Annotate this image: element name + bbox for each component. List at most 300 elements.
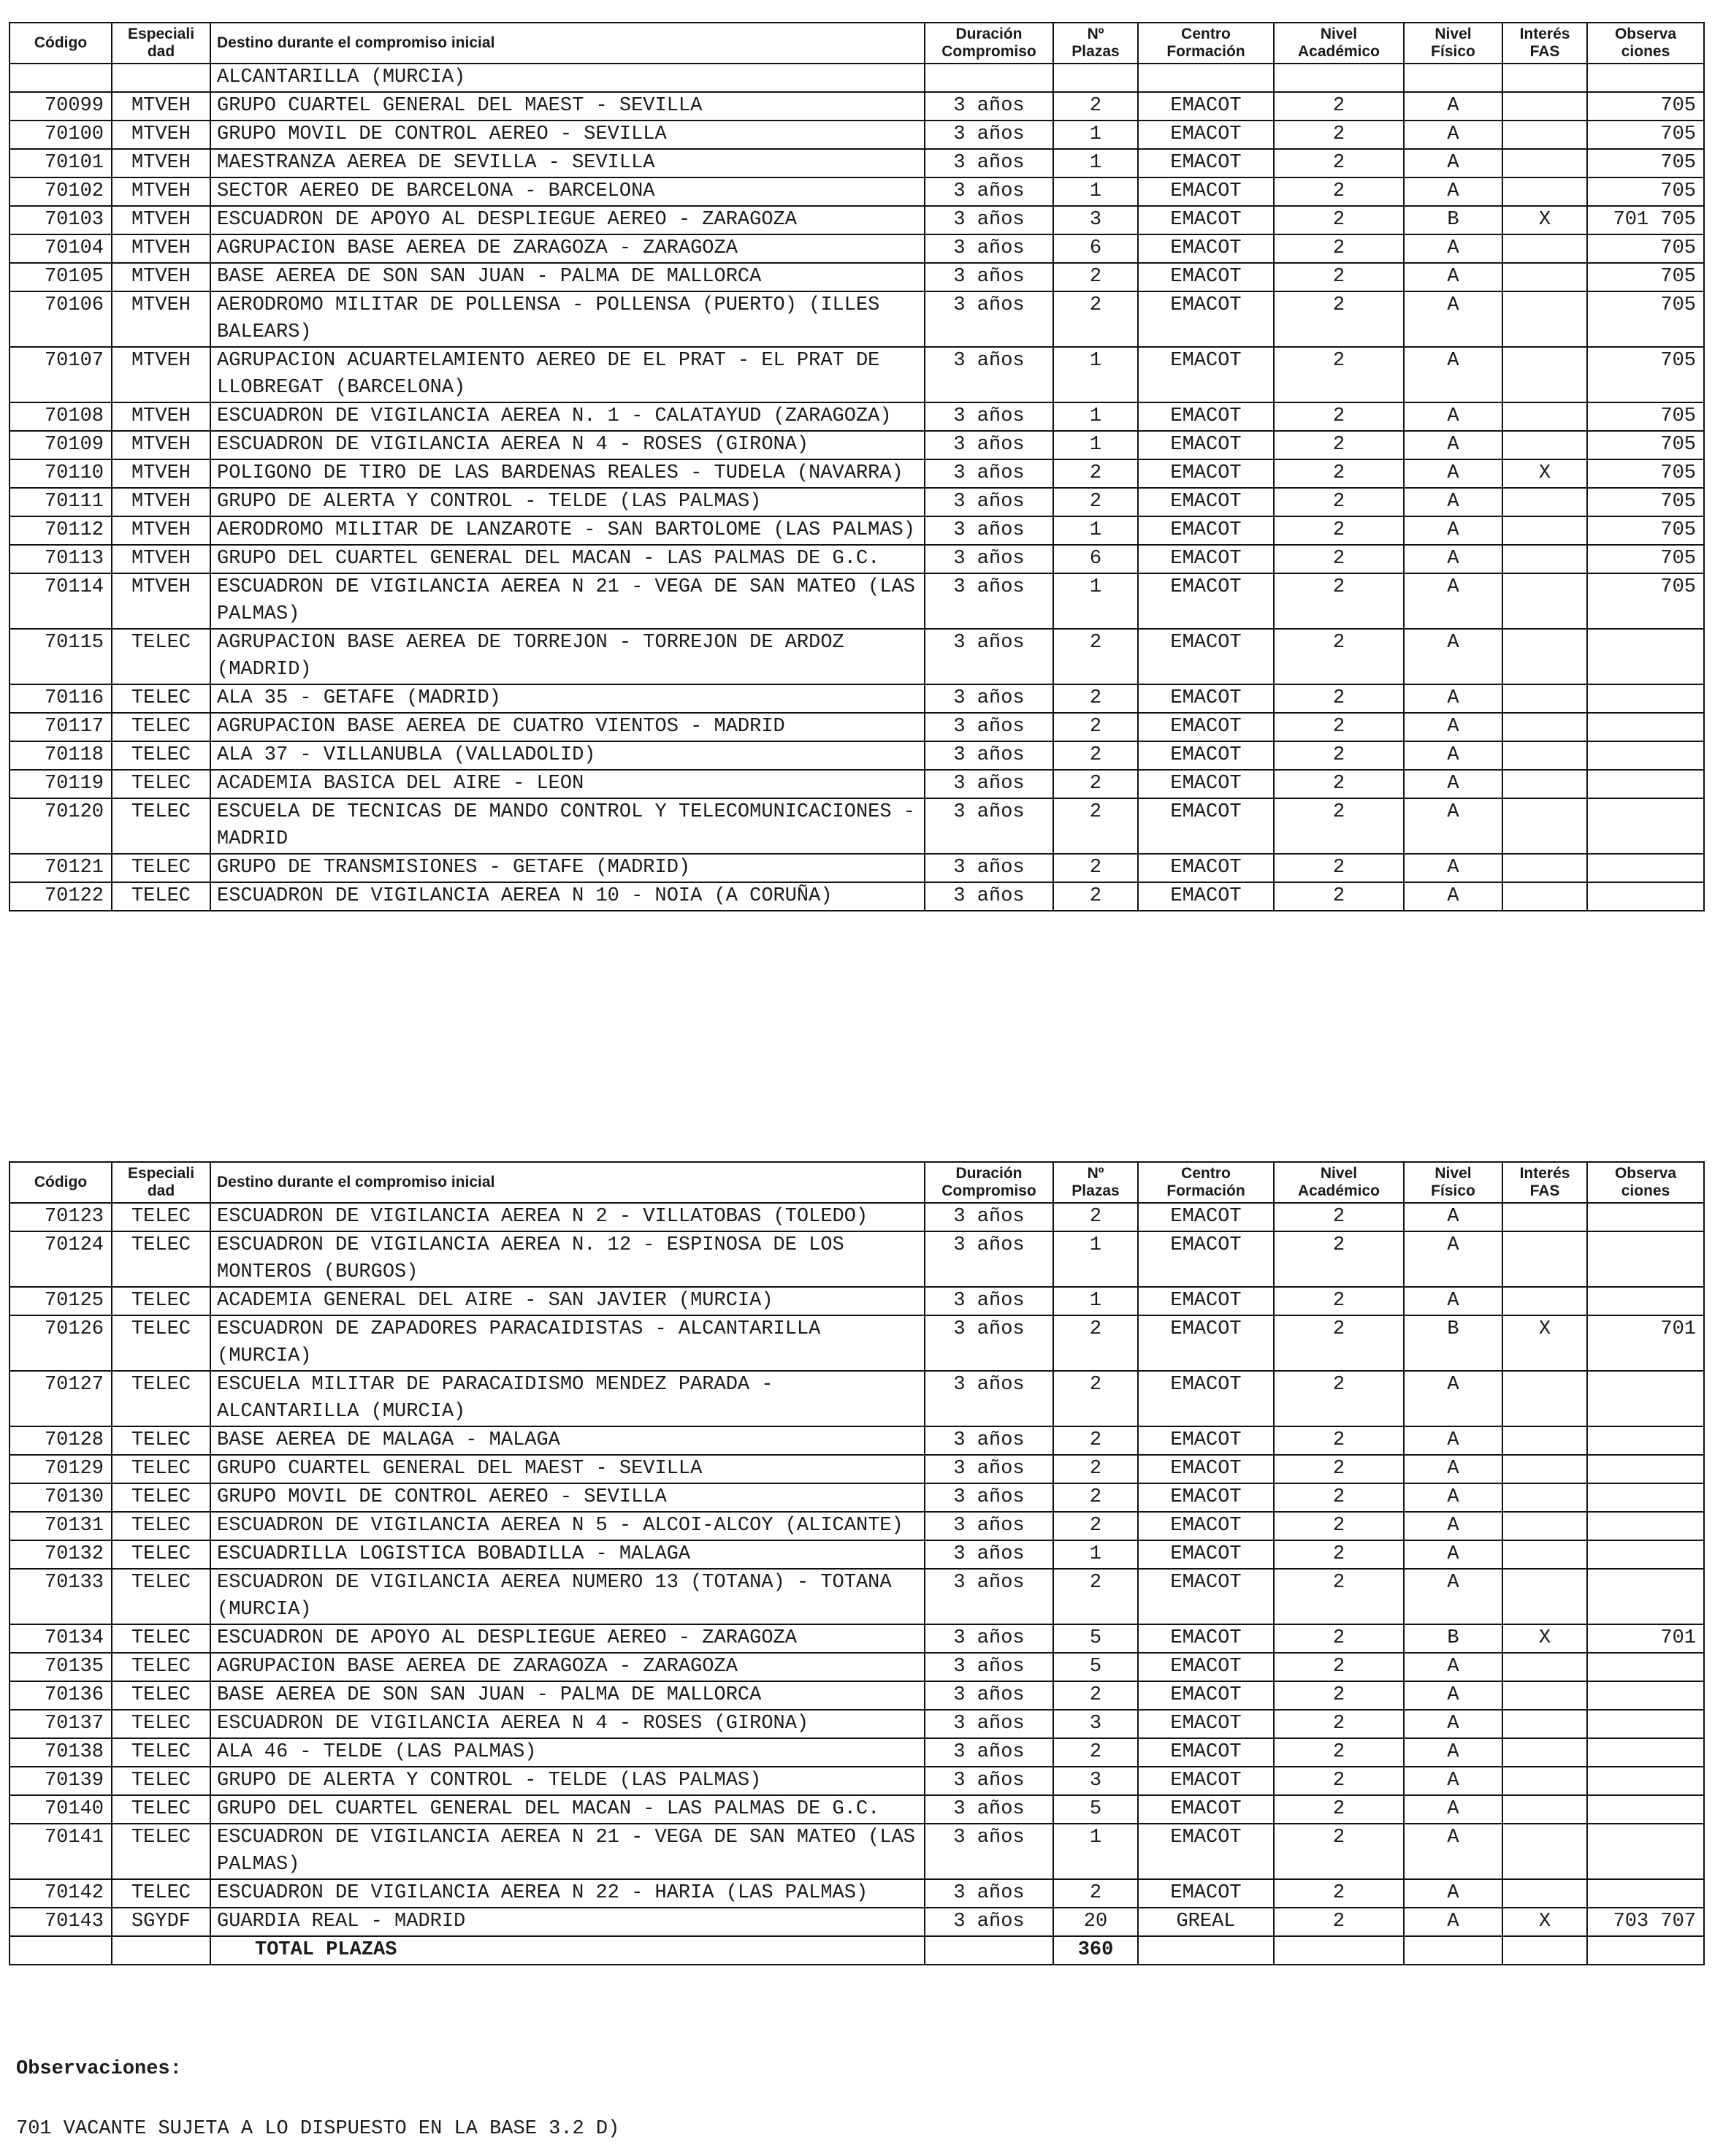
cell-nivel-fisico: [1404, 64, 1502, 92]
cell-interes-fas: [1502, 741, 1587, 770]
table-row: [9, 545, 1704, 573]
cell-interes-fas: [1502, 1540, 1587, 1569]
cell-especialidad: TELEC: [112, 1795, 210, 1824]
cell-observaciones: [1587, 629, 1704, 684]
cell-duracion: 3 años: [925, 770, 1053, 798]
cell-nivel-fisico: B: [1404, 1315, 1502, 1371]
cell-destino: AGRUPACION ACUARTELAMIENTO AEREO DE EL PRAT - EL PRAT DE LLOBREGAT (BARCELONA): [210, 347, 925, 402]
cell-interes-fas: [1502, 798, 1587, 854]
cell-destino: AGRUPACION BASE AEREA DE TORREJON - TORREJON DE ARDOZ (MADRID): [210, 629, 925, 684]
cell-interes-fas: [1502, 713, 1587, 741]
table-row: [9, 1315, 1704, 1371]
cell-plazas: 1: [1053, 1287, 1138, 1315]
cell-especialidad: TELEC: [112, 1512, 210, 1540]
cell-destino: ESCUADRON DE VIGILANCIA AEREA N. 12 - ESPINOSA DE LOS MONTEROS (BURGOS): [210, 1231, 925, 1287]
cell-centro: EMACOT: [1138, 713, 1274, 741]
cell-especialidad: MTVEH: [112, 234, 210, 263]
cell-interes-fas: [1502, 431, 1587, 459]
cell-observaciones: [1587, 1287, 1704, 1315]
cell-duracion: 3 años: [925, 713, 1053, 741]
table-row: [9, 1681, 1704, 1710]
cell-destino: ALA 46 - TELDE (LAS PALMAS): [210, 1738, 925, 1767]
cell-observaciones: 705: [1587, 263, 1704, 291]
cell-codigo: 70110: [9, 459, 112, 488]
cell-plazas: 2: [1053, 1569, 1138, 1624]
cell-observaciones: [1587, 1767, 1704, 1795]
cell-interes-fas: [1502, 1710, 1587, 1738]
cell-nivel-fisico: A: [1404, 798, 1502, 854]
cell-nivel-academico: 2: [1274, 1371, 1404, 1426]
cell-plazas: 1: [1053, 1231, 1138, 1287]
cell-nivel-fisico: A: [1404, 92, 1502, 121]
cell-codigo: 70114: [9, 573, 112, 629]
cell-nivel-academico: 2: [1274, 347, 1404, 402]
cell-centro: EMACOT: [1138, 1824, 1274, 1879]
cell-especialidad: TELEC: [112, 1315, 210, 1371]
cell-destino: ACADEMIA GENERAL DEL AIRE - SAN JAVIER (MURCIA): [210, 1287, 925, 1315]
cell-duracion: 3 años: [925, 882, 1053, 911]
cell-especialidad: TELEC: [112, 1569, 210, 1624]
cell-centro: EMACOT: [1138, 1767, 1274, 1795]
cell-observaciones: 705: [1587, 149, 1704, 177]
cell-destino: BASE AEREA DE SON SAN JUAN - PALMA DE MALLORCA: [210, 1681, 925, 1710]
cell-destino: ESCUELA DE TECNICAS DE MANDO CONTROL Y TELECOMUNICACIONES - MADRID: [210, 798, 925, 854]
cell-centro: EMACOT: [1138, 431, 1274, 459]
cell-nivel-fisico: A: [1404, 1455, 1502, 1483]
cell-interes-fas: [1502, 291, 1587, 347]
cell-interes-fas: [1502, 1426, 1587, 1455]
cell-interes-fas: [1502, 1483, 1587, 1512]
cell-nivel-academico: [1274, 64, 1404, 92]
cell-especialidad: [112, 64, 210, 92]
cell-interes-fas: X: [1502, 1624, 1587, 1653]
cell-nivel-fisico: B: [1404, 206, 1502, 234]
cell-especialidad: TELEC: [112, 770, 210, 798]
cell-especialidad: TELEC: [112, 1824, 210, 1879]
cell-destino: GRUPO DEL CUARTEL GENERAL DEL MACAN - LAS PALMAS DE G.C.: [210, 1795, 925, 1824]
cell-plazas: 1: [1053, 177, 1138, 206]
cell-nivel-academico: 2: [1274, 1203, 1404, 1231]
cell-duracion: 3 años: [925, 545, 1053, 573]
cell-centro: EMACOT: [1138, 1315, 1274, 1371]
cell-plazas: 1: [1053, 149, 1138, 177]
cell-centro: EMACOT: [1138, 1455, 1274, 1483]
cell-nivel-academico: 2: [1274, 770, 1404, 798]
cell-especialidad: TELEC: [112, 1738, 210, 1767]
cell-duracion: 3 años: [925, 1569, 1053, 1624]
cell-especialidad: TELEC: [112, 1483, 210, 1512]
cell-especialidad: TELEC: [112, 1371, 210, 1426]
cell-nivel-fisico: A: [1404, 431, 1502, 459]
cell-interes-fas: [1502, 121, 1587, 149]
cell-duracion: 3 años: [925, 1203, 1053, 1231]
cell-nivel-academico: 2: [1274, 1710, 1404, 1738]
cell-nivel-academico: 2: [1274, 741, 1404, 770]
cell-nivel-academico: 2: [1274, 206, 1404, 234]
cell-interes-fas: [1502, 488, 1587, 516]
cell-especialidad: MTVEH: [112, 431, 210, 459]
cell-interes-fas: X: [1502, 459, 1587, 488]
cell-centro: EMACOT: [1138, 121, 1274, 149]
cell-nivel-academico: 2: [1274, 1315, 1404, 1371]
cell-duracion: 3 años: [925, 1315, 1053, 1371]
table-row: [9, 1231, 1704, 1287]
cell-plazas: 1: [1053, 516, 1138, 545]
cell-duracion: 3 años: [925, 1540, 1053, 1569]
cell-nivel-academico: 2: [1274, 431, 1404, 459]
table-row: [9, 1512, 1704, 1540]
cell-nivel-academico: 2: [1274, 854, 1404, 882]
cell-especialidad: TELEC: [112, 684, 210, 713]
cell-destino: MAESTRANZA AEREA DE SEVILLA - SEVILLA: [210, 149, 925, 177]
cell-interes-fas: [1502, 770, 1587, 798]
cell-centro: EMACOT: [1138, 1681, 1274, 1710]
cell-interes-fas: [1502, 1681, 1587, 1710]
cell-destino: ALCANTARILLA (MURCIA): [210, 64, 925, 92]
cell-especialidad: MTVEH: [112, 459, 210, 488]
cell-duracion: 3 años: [925, 1681, 1053, 1710]
cell-codigo: 70117: [9, 713, 112, 741]
cell-nivel-fisico: A: [1404, 263, 1502, 291]
cell-centro: EMACOT: [1138, 1512, 1274, 1540]
cell-destino: AERODROMO MILITAR DE POLLENSA - POLLENSA (PUERTO) (ILLES BALEARS): [210, 291, 925, 347]
cell-plazas: 2: [1053, 1512, 1138, 1540]
cell-codigo: 70106: [9, 291, 112, 347]
cell-nivel-fisico: A: [1404, 234, 1502, 263]
cell-centro: EMACOT: [1138, 798, 1274, 854]
header-codigo: Código: [9, 1162, 112, 1203]
cell-observaciones: [1587, 1483, 1704, 1512]
cell-codigo: 70138: [9, 1738, 112, 1767]
cell-codigo: 70136: [9, 1681, 112, 1710]
cell-especialidad: TELEC: [112, 882, 210, 911]
cell-centro: EMACOT: [1138, 206, 1274, 234]
cell-destino: ESCUADRON DE ZAPADORES PARACAIDISTAS - ALCANTARILLA (MURCIA): [210, 1315, 925, 1371]
cell-codigo: 70112: [9, 516, 112, 545]
cell-interes-fas: [1502, 629, 1587, 684]
cell-codigo: 70143: [9, 1908, 112, 1936]
table-row: [9, 1908, 1704, 1936]
cell-observaciones: [1587, 1795, 1704, 1824]
cell-destino: AGRUPACION BASE AEREA DE ZARAGOZA - ZARAGOZA: [210, 1653, 925, 1681]
cell-destino: SECTOR AEREO DE BARCELONA - BARCELONA: [210, 177, 925, 206]
cell-nivel-academico: 2: [1274, 1681, 1404, 1710]
table-row: [9, 1287, 1704, 1315]
cell-destino: ESCUADRON DE VIGILANCIA AEREA N. 1 - CALATAYUD (ZARAGOZA): [210, 402, 925, 431]
cell-interes-fas: [1502, 1879, 1587, 1908]
cell-centro: EMACOT: [1138, 347, 1274, 402]
cell-nivel-fisico: B: [1404, 1624, 1502, 1653]
cell-destino: GRUPO DE TRANSMISIONES - GETAFE (MADRID): [210, 854, 925, 882]
cell-interes-fas: [1502, 1287, 1587, 1315]
cell-duracion: 3 años: [925, 177, 1053, 206]
cell-plazas: 2: [1053, 1879, 1138, 1908]
cell-observaciones: 705: [1587, 121, 1704, 149]
table-row: [9, 882, 1704, 911]
cell-interes-fas: [1502, 234, 1587, 263]
cell-especialidad: MTVEH: [112, 545, 210, 573]
table-row: [9, 92, 1704, 121]
header-nivel-academico: Nivel Académico: [1274, 1162, 1404, 1203]
cell-nivel-fisico: A: [1404, 1824, 1502, 1879]
cell-nivel-fisico: A: [1404, 573, 1502, 629]
cell-nivel-academico: 2: [1274, 1653, 1404, 1681]
cell-plazas: 1: [1053, 121, 1138, 149]
cell-especialidad: MTVEH: [112, 402, 210, 431]
table-row: [9, 402, 1704, 431]
cell-nivel-fisico: A: [1404, 1767, 1502, 1795]
cell-destino: GRUPO CUARTEL GENERAL DEL MAEST - SEVILLA: [210, 1455, 925, 1483]
table-row: [9, 713, 1704, 741]
cell-codigo: 70131: [9, 1512, 112, 1540]
table-row: [9, 1540, 1704, 1569]
cell-interes-fas: [1502, 1203, 1587, 1231]
header-interes-fas: Interés FAS: [1502, 23, 1587, 64]
cell-duracion: 3 años: [925, 121, 1053, 149]
cell-interes-fas: [1502, 1824, 1587, 1879]
cell-duracion: 3 años: [925, 573, 1053, 629]
cell-especialidad: TELEC: [112, 1624, 210, 1653]
cell-centro: EMACOT: [1138, 1624, 1274, 1653]
cell-centro: EMACOT: [1138, 629, 1274, 684]
cell-codigo: 70122: [9, 882, 112, 911]
table-header: [9, 23, 1704, 64]
cell-duracion: 3 años: [925, 92, 1053, 121]
cell-nivel-fisico: A: [1404, 741, 1502, 770]
cell-plazas: 1: [1053, 1824, 1138, 1879]
cell-destino: AGRUPACION BASE AEREA DE CUATRO VIENTOS - MADRID: [210, 713, 925, 741]
cell-plazas: 2: [1053, 684, 1138, 713]
cell-plazas: 3: [1053, 1710, 1138, 1738]
cell-codigo: 70133: [9, 1569, 112, 1624]
observaciones-title: Observaciones:: [16, 2058, 182, 2080]
cell-duracion: 3 años: [925, 459, 1053, 488]
cell-duracion: 3 años: [925, 206, 1053, 234]
cell-nivel-academico: 2: [1274, 1569, 1404, 1624]
cell-observaciones: [1587, 1426, 1704, 1455]
cell-nivel-fisico: A: [1404, 459, 1502, 488]
cell-interes-fas: [1502, 545, 1587, 573]
cell-especialidad: SGYDF: [112, 1908, 210, 1936]
cell-interes-fas: [1502, 573, 1587, 629]
cell-codigo: 70130: [9, 1483, 112, 1512]
table-row: [9, 1653, 1704, 1681]
cell-nivel-academico: 2: [1274, 92, 1404, 121]
cell-centro: EMACOT: [1138, 92, 1274, 121]
cell-observaciones: [1587, 1653, 1704, 1681]
cell-centro: EMACOT: [1138, 1483, 1274, 1512]
table-row: [9, 177, 1704, 206]
cell-interes-fas: [1502, 1653, 1587, 1681]
cell-destino: AGRUPACION BASE AEREA DE ZARAGOZA - ZARAGOZA: [210, 234, 925, 263]
cell-nivel-fisico: A: [1404, 1569, 1502, 1624]
header-plazas: Nº Plazas: [1053, 1162, 1138, 1203]
cell-destino: ESCUADRON DE VIGILANCIA AEREA N 21 - VEGA DE SAN MATEO (LAS PALMAS): [210, 1824, 925, 1879]
cell-especialidad: MTVEH: [112, 263, 210, 291]
cell-centro: EMACOT: [1138, 291, 1274, 347]
cell-especialidad: TELEC: [112, 713, 210, 741]
cell-codigo: 70109: [9, 431, 112, 459]
cell-especialidad: TELEC: [112, 1287, 210, 1315]
cell-observaciones: 701: [1587, 1315, 1704, 1371]
cell-observaciones: [1587, 1512, 1704, 1540]
cell-duracion: 3 años: [925, 234, 1053, 263]
cell-nivel-academico: 2: [1274, 1287, 1404, 1315]
header-especialidad: Especiali dad: [112, 23, 210, 64]
cell-interes-fas: [1502, 1569, 1587, 1624]
cell-centro: EMACOT: [1138, 1738, 1274, 1767]
cell-centro: EMACOT: [1138, 263, 1274, 291]
cell-observaciones: [1587, 741, 1704, 770]
cell-plazas: 6: [1053, 234, 1138, 263]
cell-nivel-academico: 2: [1274, 545, 1404, 573]
cell-nivel-academico: 2: [1274, 1231, 1404, 1287]
cell-nivel-fisico: A: [1404, 1483, 1502, 1512]
total-value: 360: [1053, 1936, 1138, 1965]
vacancies-table-2: [9, 1161, 1705, 1965]
cell-interes-fas: [1502, 402, 1587, 431]
cell-especialidad: TELEC: [112, 1540, 210, 1569]
cell-destino: ESCUADRON DE VIGILANCIA AEREA N 4 - ROSES (GIRONA): [210, 1710, 925, 1738]
table-row: [9, 431, 1704, 459]
cell-especialidad: TELEC: [112, 1710, 210, 1738]
cell-codigo: 70140: [9, 1795, 112, 1824]
table-row: [9, 1455, 1704, 1483]
cell-duracion: 3 años: [925, 1824, 1053, 1879]
cell-observaciones: [1587, 1540, 1704, 1569]
cell-destino: POLIGONO DE TIRO DE LAS BARDENAS REALES - TUDELA (NAVARRA): [210, 459, 925, 488]
cell-nivel-academico: 2: [1274, 402, 1404, 431]
cell-plazas: 3: [1053, 206, 1138, 234]
header-duracion: Duración Compromiso: [925, 1162, 1053, 1203]
cell-nivel-fisico: A: [1404, 770, 1502, 798]
cell-duracion: 3 años: [925, 347, 1053, 402]
cell-codigo: 70101: [9, 149, 112, 177]
cell-destino: ALA 35 - GETAFE (MADRID): [210, 684, 925, 713]
table-row: [9, 1371, 1704, 1426]
cell-nivel-fisico: A: [1404, 1540, 1502, 1569]
cell-observaciones: 701 705: [1587, 206, 1704, 234]
cell-codigo: 70129: [9, 1455, 112, 1483]
table-row: [9, 1879, 1704, 1908]
cell-duracion: 3 años: [925, 854, 1053, 882]
cell-codigo: 70119: [9, 770, 112, 798]
cell-nivel-academico: 2: [1274, 1824, 1404, 1879]
cell-plazas: 2: [1053, 1681, 1138, 1710]
total-label: TOTAL PLAZAS: [210, 1936, 925, 1965]
cell-interes-fas: [1502, 1738, 1587, 1767]
cell-nivel-academico: 2: [1274, 882, 1404, 911]
cell-nivel-academico: 2: [1274, 177, 1404, 206]
cell-observaciones: [1587, 1681, 1704, 1710]
cell-plazas: 2: [1053, 92, 1138, 121]
cell-duracion: 3 años: [925, 629, 1053, 684]
cell-destino: ESCUELA MILITAR DE PARACAIDISMO MENDEZ PARADA - ALCANTARILLA (MURCIA): [210, 1371, 925, 1426]
cell-nivel-fisico: A: [1404, 1512, 1502, 1540]
cell-nivel-academico: 2: [1274, 573, 1404, 629]
cell-nivel-academico: 2: [1274, 1738, 1404, 1767]
cell-especialidad: TELEC: [112, 1426, 210, 1455]
cell-duracion: [925, 64, 1053, 92]
header-plazas: Nº Plazas: [1053, 23, 1138, 64]
cell-nivel-academico: 2: [1274, 629, 1404, 684]
cell-codigo: 70120: [9, 798, 112, 854]
header-destino: Destino durante el compromiso inicial: [210, 23, 925, 64]
table-row: [9, 149, 1704, 177]
cell-plazas: 2: [1053, 854, 1138, 882]
table-row: [9, 1795, 1704, 1824]
cell-plazas: 2: [1053, 1315, 1138, 1371]
cell-plazas: 2: [1053, 798, 1138, 854]
header-destino: Destino durante el compromiso inicial: [210, 1162, 925, 1203]
cell-plazas: 1: [1053, 1540, 1138, 1569]
table-row: [9, 1569, 1704, 1624]
cell-interes-fas: [1502, 263, 1587, 291]
table-row: [9, 684, 1704, 713]
cell-codigo: 70135: [9, 1653, 112, 1681]
cell-destino: BASE AEREA DE SON SAN JUAN - PALMA DE MALLORCA: [210, 263, 925, 291]
table-header: [9, 1162, 1704, 1203]
cell-destino: GRUPO DEL CUARTEL GENERAL DEL MACAN - LAS PALMAS DE G.C.: [210, 545, 925, 573]
table-body: [9, 1203, 1704, 1936]
cell-destino: GUARDIA REAL - MADRID: [210, 1908, 925, 1936]
cell-centro: EMACOT: [1138, 1426, 1274, 1455]
cell-destino: ESCUADRON DE APOYO AL DESPLIEGUE AEREO - ZARAGOZA: [210, 1624, 925, 1653]
cell-destino: ESCUADRON DE VIGILANCIA AEREA NUMERO 13 (TOTANA) - TOTANA (MURCIA): [210, 1569, 925, 1624]
cell-nivel-academico: 2: [1274, 291, 1404, 347]
cell-centro: GREAL: [1138, 1908, 1274, 1936]
cell-observaciones: 705: [1587, 92, 1704, 121]
header-observaciones: Observa ciones: [1587, 23, 1704, 64]
cell-duracion: 3 años: [925, 1767, 1053, 1795]
cell-plazas: 2: [1053, 459, 1138, 488]
cell-nivel-fisico: A: [1404, 488, 1502, 516]
cell-especialidad: TELEC: [112, 629, 210, 684]
table-row: [9, 1483, 1704, 1512]
cell-plazas: 6: [1053, 545, 1138, 573]
cell-duracion: 3 años: [925, 1624, 1053, 1653]
cell-nivel-academico: 2: [1274, 1908, 1404, 1936]
cell-plazas: [1053, 64, 1138, 92]
cell-codigo: 70115: [9, 629, 112, 684]
header-interes-fas: Interés FAS: [1502, 1162, 1587, 1203]
cell-observaciones: [1587, 1569, 1704, 1624]
cell-especialidad: TELEC: [112, 1455, 210, 1483]
cell-observaciones: 701: [1587, 1624, 1704, 1653]
cell-destino: ESCUADRON DE VIGILANCIA AEREA N 2 - VILLATOBAS (TOLEDO): [210, 1203, 925, 1231]
cell-centro: EMACOT: [1138, 1540, 1274, 1569]
cell-observaciones: 705: [1587, 545, 1704, 573]
cell-plazas: 1: [1053, 573, 1138, 629]
cell-observaciones: [1587, 64, 1704, 92]
cell-codigo: 70104: [9, 234, 112, 263]
header-duracion: Duración Compromiso: [925, 23, 1053, 64]
cell-observaciones: [1587, 882, 1704, 911]
table-body: [9, 64, 1704, 911]
cell-duracion: 3 años: [925, 1738, 1053, 1767]
cell-interes-fas: [1502, 854, 1587, 882]
cell-nivel-fisico: A: [1404, 516, 1502, 545]
cell-duracion: 3 años: [925, 1710, 1053, 1738]
cell-destino: BASE AEREA DE MALAGA - MALAGA: [210, 1426, 925, 1455]
cell-centro: EMACOT: [1138, 149, 1274, 177]
cell-destino: ESCUADRON DE VIGILANCIA AEREA N 5 - ALCOI-ALCOY (ALICANTE): [210, 1512, 925, 1540]
cell-nivel-fisico: A: [1404, 545, 1502, 573]
cell-centro: EMACOT: [1138, 1710, 1274, 1738]
cell-destino: ESCUADRON DE APOYO AL DESPLIEGUE AEREO - ZARAGOZA: [210, 206, 925, 234]
cell-interes-fas: [1502, 1512, 1587, 1540]
cell-observaciones: [1587, 770, 1704, 798]
